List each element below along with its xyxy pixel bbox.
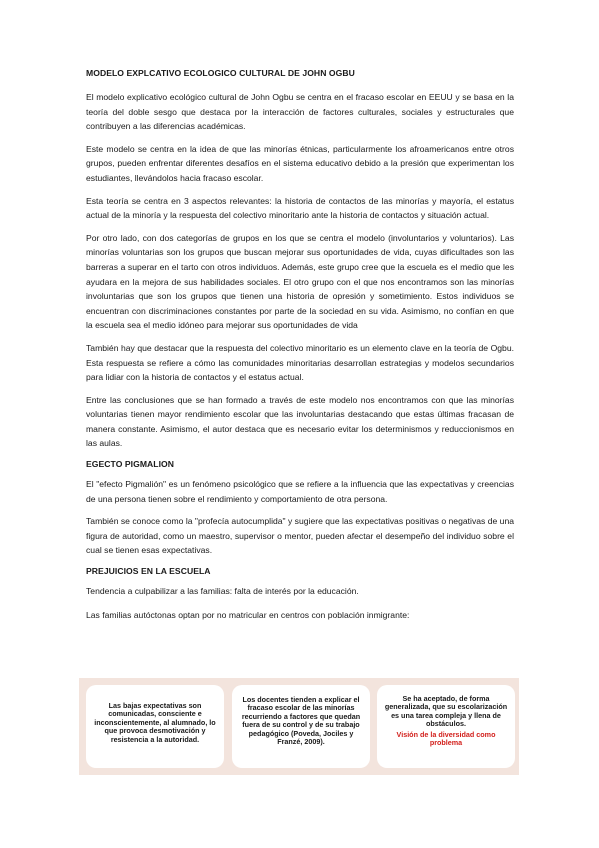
paragraph: También se conoce como la "profecía autocumplida" y sugiere que las expectativas positivas o negativas de una figura de autoridad, como un maestro, supervisor o mentor, pueden afectar el desempeño del individuo sobre el cual se tienen esas expectativas.	[86, 516, 514, 556]
paragraph: Las familias autóctonas optan por no matricular en centros con población inmigrante:	[86, 609, 410, 620]
paragraph: Entre las conclusiones que se han formado a través de este modelo nos encontramos con que las minorías voluntarias tienen mayor rendimiento escolar que las involuntarias destacando que estas últimas fracasan de manera constante. Asimismo, el autor destaca que es necesario evitar los determinismos y reduccionismos en las aulas.	[86, 394, 514, 449]
info-card	[86, 685, 224, 768]
paragraph: Por otro lado, con dos categorías de grupos en los que se centra el modelo (involuntarios y voluntarios). Las minorías voluntarias son los grupos que buscan mejorar sus oportunidades de vida, cuyas dificultades son las barreras a superar en el tarto con otros individuos. Además, este grupo cree que la escuela es el medio que les ayudara en la mejora de sus habilidades sociales. El otro grupo con el que nos encontramos son las minorías involuntarias que son los grupos que tienen una historia de opresión y sometimiento. Estos individuos se encuentran con discriminaciones constantes por parte de la sociedad en su vida. Asimismo, no confían en que la escuela sea el medio idóneo para mejorar sus oportunidades de vida	[86, 232, 514, 331]
paragraph: El "efecto Pigmalión" es un fenómeno psicológico que se refiere a la influencia que las expectativas y creencias de una persona tienen sobre el rendimiento y comportamiento de otra persona.	[86, 479, 514, 504]
info-card	[377, 685, 515, 768]
paragraph: También hay que destacar que la respuesta del colectivo minoritario es un elemento clave en la teoría de Ogbu. Esta respuesta se refiere a cómo las comunidades minoritarias desarrollan estrategias y modelos secundarios para lidiar con la historia de contactos y el estatus actual.	[86, 342, 514, 383]
card-text: Las bajas expectativas son comunicadas, consciente e inconscientemente, al alumnado, lo que provoca desmotivación y resistencia a la autoridad.	[94, 701, 216, 744]
card-text: Se ha aceptado, de forma generalizada, que su escolarización es una tarea compleja y llena de obstáculos.	[384, 694, 508, 729]
document-body	[86, 68, 514, 630]
heading-pigmalion: EGECTO PIGMALION	[86, 459, 175, 470]
paragraph: Esta teoría se centra en 3 aspectos relevantes: la historia de contactos de las minorías y mayoría, el estatus actual de la minoría y la respuesta del colectivo minoritario ante la historia de contactos y situación actual.	[86, 195, 514, 221]
info-card	[232, 685, 370, 768]
card-text: Los docentes tienden a explicar el fracaso escolar de las minorías recurriendo a factores que quedan fuera de su control y de su trabajo pedagógico (Poveda, Jociles y Franzé, 2009).	[241, 695, 361, 747]
paragraph: Tendencia a culpabilizar a las familias: falta de interés por la educación.	[86, 586, 359, 597]
heading-prejuicios: PREJUICIOS EN LA ESCUELA	[86, 566, 211, 577]
paragraph: El modelo explicativo ecológico cultural de John Ogbu se centra en el fracaso escolar en EEUU y se basa en la teoría del doble sesgo que destaca por la interacción de factores culturales, sociales y estructurales que contribuyen a las diferencias académicas.	[86, 92, 514, 132]
heading-ogbu-model: MODELO EXPLCATIVO ECOLOGICO CULTURAL DE JOHN OGBU	[86, 68, 355, 78]
paragraph: Este modelo se centra en la idea de que las minorías étnicas, particularmente los afroamericanos entre otros grupos, pueden enfrentar diferentes desafíos en el sistema educativo debido a la presión que experimentan los estudiantes, llevándolos hacia fracaso escolar.	[86, 143, 514, 183]
prejudice-infographic	[79, 678, 519, 775]
card-highlight: Visión de la diversidad como problema	[396, 729, 496, 748]
